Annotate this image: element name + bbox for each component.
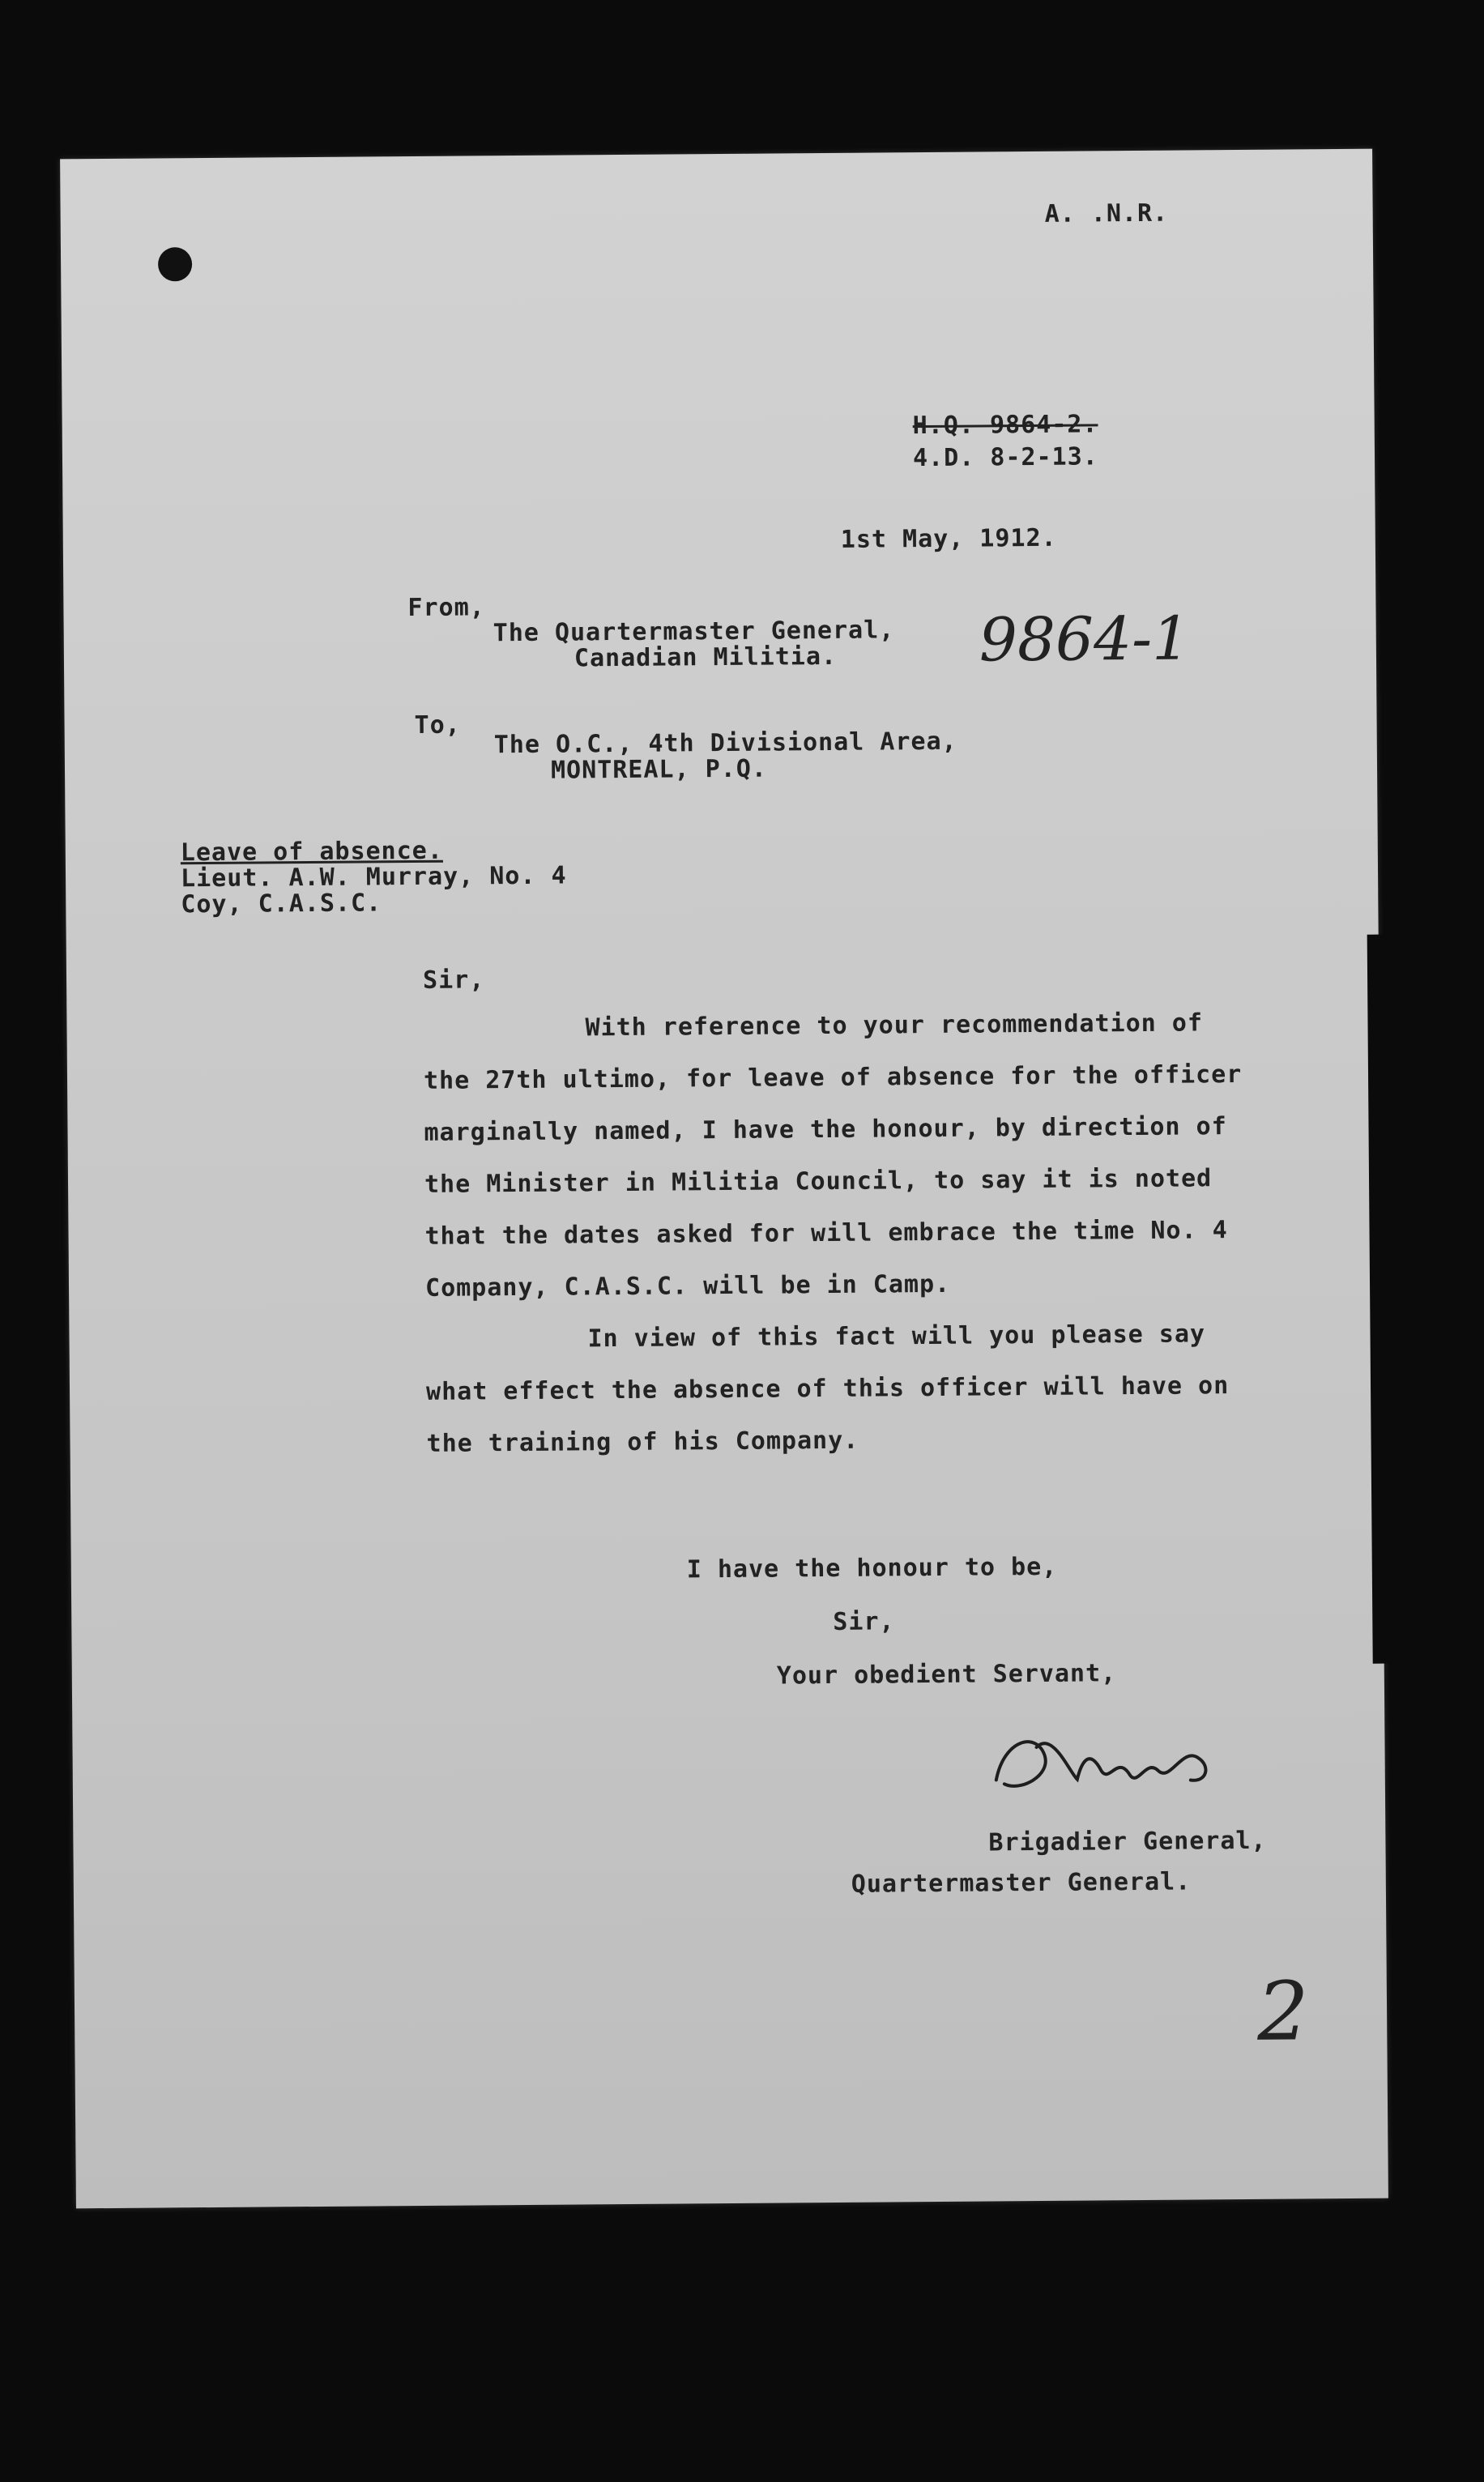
closing-line-2: Sir, — [833, 1607, 895, 1636]
reference-division: 4.D. 8-2-13. — [912, 442, 1098, 473]
subject-line-3: Coy, C.A.S.C. — [181, 889, 382, 919]
to-line-2: MONTREAL, P.Q. — [550, 754, 768, 785]
reference-hq: H.Q. 9864-2. — [912, 410, 1098, 441]
letter-date: 1st May, 1912. — [840, 523, 1057, 554]
signatory-title: Quartermaster General. — [851, 1867, 1192, 1899]
punch-hole — [158, 247, 192, 281]
edge-shadow — [1367, 935, 1394, 1664]
body-paragraph-1-line-1: With reference to your recommendation of — [585, 1009, 1204, 1043]
from-line-1: The Quartermaster General, — [493, 616, 895, 648]
subject-line-2: Lieut. A.W. Murray, No. 4 — [180, 861, 567, 893]
salutation: Sir, — [422, 966, 485, 995]
closing-line-1: I have the honour to be, — [686, 1552, 1058, 1584]
body-paragraph-1-line-5: that the dates asked for will embrace the time No. 4 — [424, 1216, 1228, 1251]
body-paragraph-1-line-2: the 27th ultimo, for leave of absence for the officer — [423, 1060, 1243, 1095]
body-paragraph-2-line-2: what effect the absence of this officer will have on — [425, 1371, 1230, 1406]
handwritten-file-number: 9864-1 — [979, 603, 1191, 676]
document-page — [60, 149, 1388, 2209]
body-paragraph-2-line-3: the training of his Company. — [426, 1426, 859, 1458]
body-paragraph-2-line-1: In view of this fact will you please say — [587, 1320, 1206, 1354]
page-number: 2 — [1256, 1964, 1310, 2059]
body-paragraph-1-line-4: the Minister in Militia Council, to say it is noted — [424, 1164, 1213, 1199]
from-line-2: Canadian Militia. — [574, 642, 838, 673]
closing-line-3: Your obedient Servant, — [776, 1659, 1117, 1691]
signature — [987, 1713, 1231, 1807]
to-label: To, — [414, 710, 461, 740]
file-code: A. .N.R. — [1044, 198, 1169, 228]
body-paragraph-1-line-6: Company, C.A.S.C. will be in Camp. — [424, 1269, 951, 1303]
signatory-rank: Brigadier General, — [988, 1826, 1267, 1857]
to-line-1: The O.C., 4th Divisional Area, — [493, 727, 957, 760]
from-label: From, — [407, 593, 485, 623]
body-paragraph-1-line-3: marginally named, I have the honour, by direction of — [424, 1112, 1227, 1147]
subject-line-1: Leave of absence. — [180, 836, 443, 868]
